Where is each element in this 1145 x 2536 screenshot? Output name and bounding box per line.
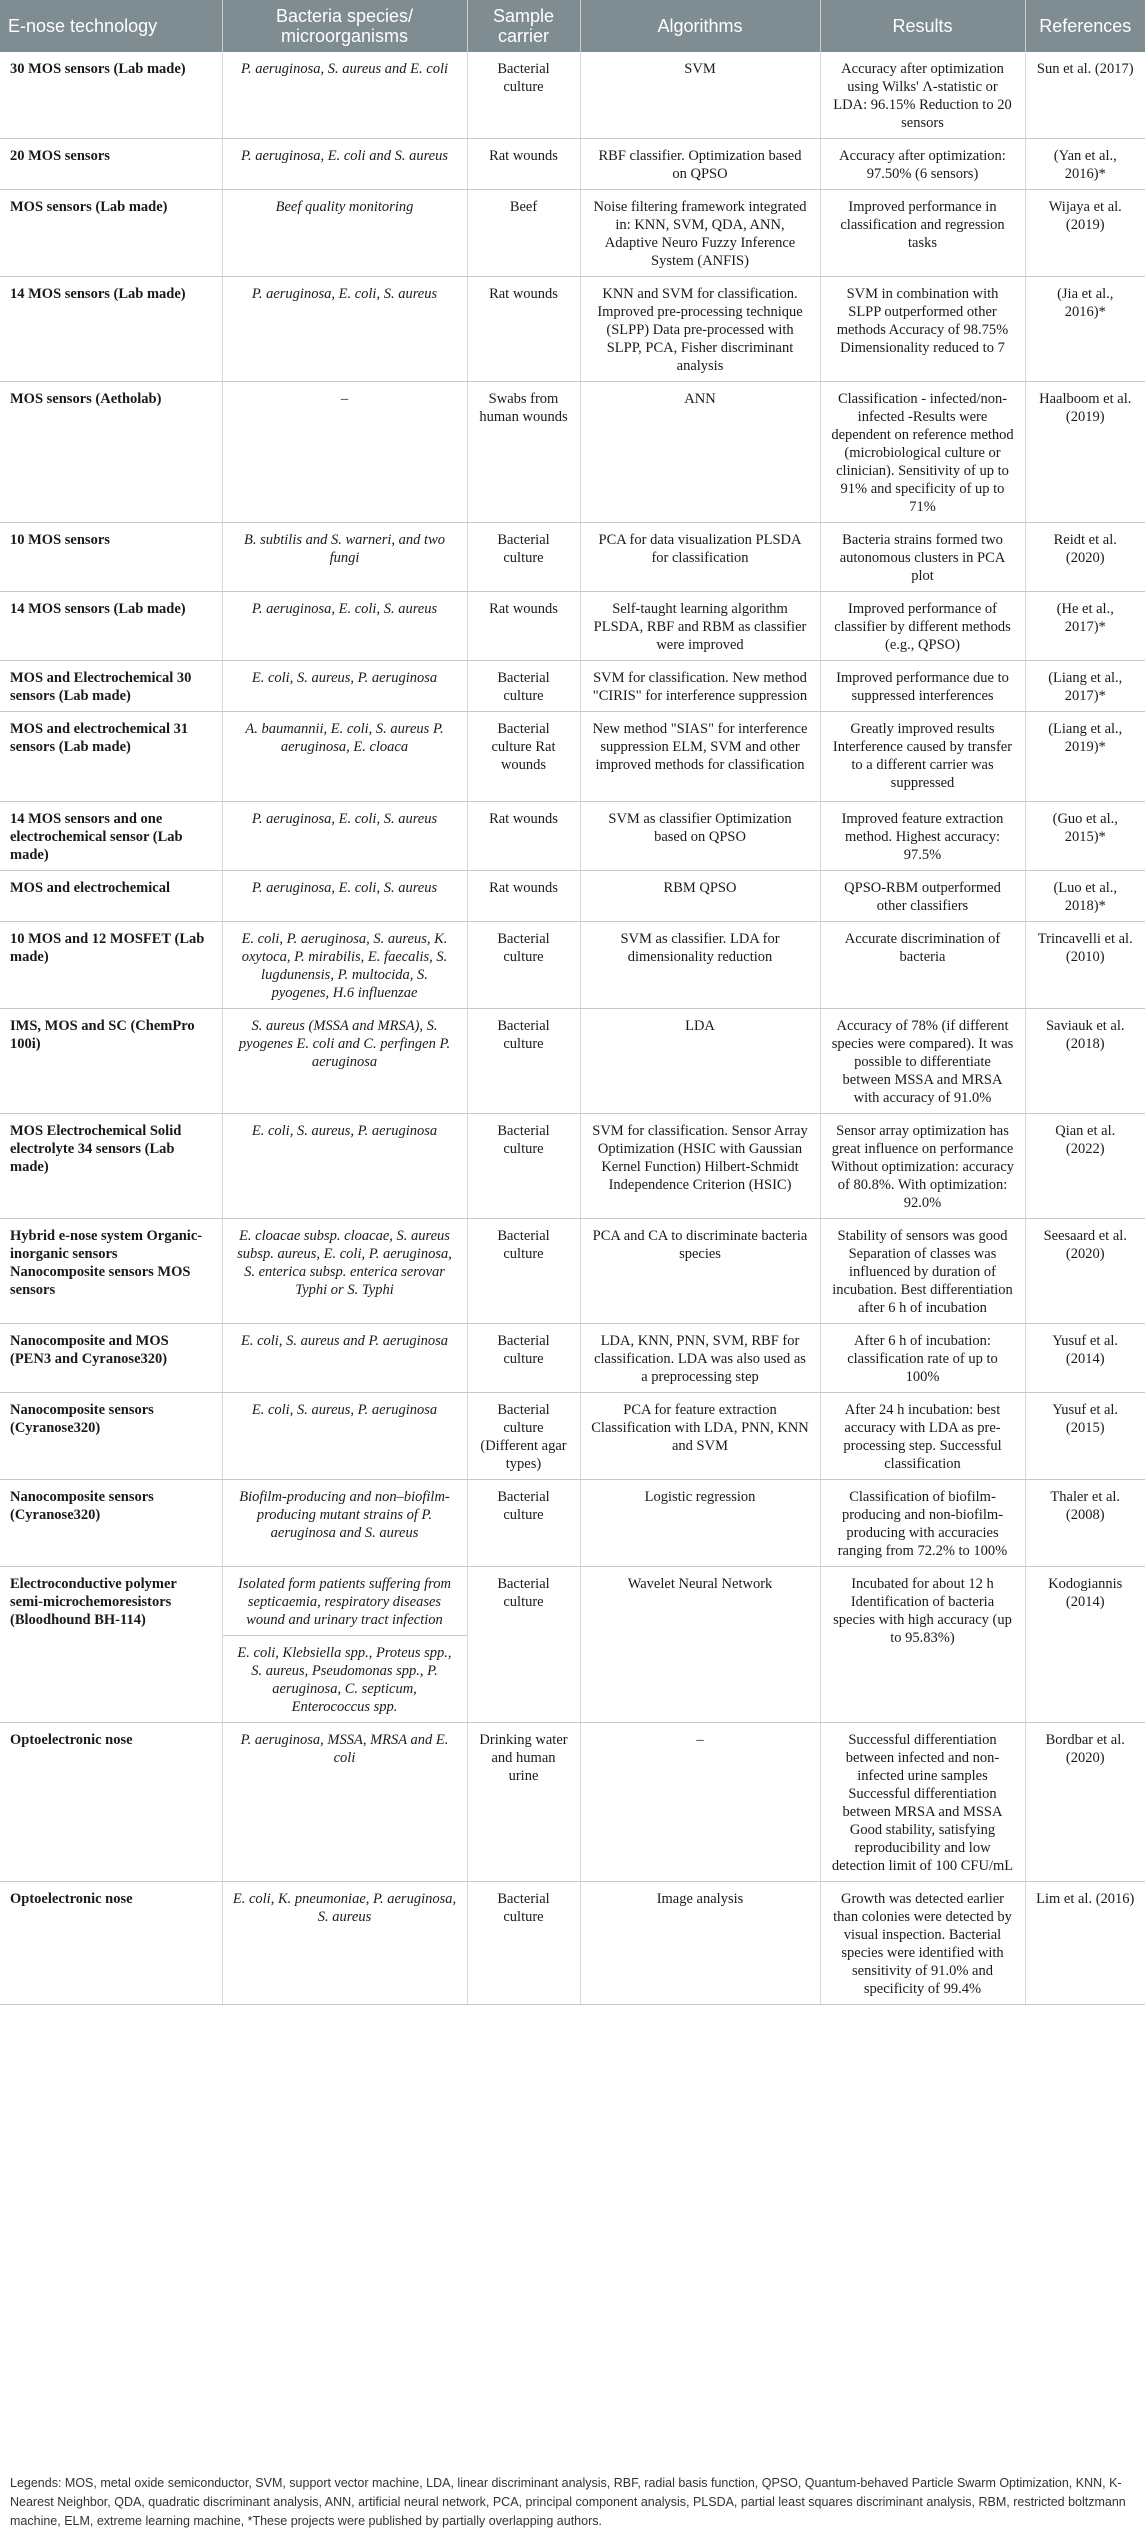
tech-cell: Nanocomposite sensors (Cyranose320) [0,1480,222,1567]
tech-cell: 14 MOS sensors (Lab made) [0,277,222,382]
reference-cell: Haalboom et al. (2019) [1025,382,1145,523]
reference-cell: Yusuf et al. (2014) [1025,1324,1145,1393]
reference-cell: (Yan et al., 2016)* [1025,139,1145,190]
tech-cell: Optoelectronic nose [0,1882,222,2005]
reference-cell: Yusuf et al. (2015) [1025,1393,1145,1480]
reference-cell: (Liang et al., 2019)* [1025,712,1145,802]
bacteria-cell: P. aeruginosa, E. coli, S. aureus [222,277,467,382]
results-cell: Sensor array optimization has great influence on performance Without optimization: accuracy of 80.8%. With optimization: 92.0% [820,1114,1025,1219]
table-row [0,52,1145,139]
table-row [0,1567,1145,1723]
header-references: References [1025,0,1145,52]
bacteria-cell [222,1567,467,1723]
results-cell: Improved performance in classification and regression tasks [820,190,1025,277]
table-row [0,712,1145,802]
bacteria-cell: E. cloacae subsp. cloacae, S. aureus subsp. aureus, E. coli, P. aeruginosa, S. enterica subsp. enterica serovar Typhi or S. Typhi [222,1219,467,1324]
carrier-cell: Bacterial culture [467,1114,580,1219]
reference-cell: Trincavelli et al. (2010) [1025,922,1145,1009]
reference-cell: (Luo et al., 2018)* [1025,871,1145,922]
carrier-cell: Beef [467,190,580,277]
reference-cell: (Guo et al., 2015)* [1025,802,1145,871]
table-legend: Legends: MOS, metal oxide semiconductor, SVM, support vector machine, LDA, linear discriminant analysis, RBF, radial basis function, QPSO, Quantum-behaved Particle Swarm Optimization, KNN, K-Nearest Neighbor, QDA, quadratic discriminant analysis, ANN, artificial neural network, PCA, principal component analysis, PLSDA, partial least squares discriminant analysis, RBM, restricted boltzmann machine, ELM, extreme learning machine, *These projects were published by partially overlapping authors. [10,2476,1126,2528]
carrier-cell: Rat wounds [467,802,580,871]
results-cell: Accuracy after optimization using Wilks' Λ-statistic or LDA: 96.15% Reduction to 20 sensors [820,52,1025,139]
reference-cell: Wijaya et al. (2019) [1025,190,1145,277]
bacteria-cell: E. coli, S. aureus, P. aeruginosa [222,661,467,712]
bacteria-cell: P. aeruginosa, E. coli, S. aureus [222,871,467,922]
reference-cell: Qian et al. (2022) [1025,1114,1145,1219]
bacteria-cell: E. coli, P. aeruginosa, S. aureus, K. oxytoca, P. mirabilis, E. faecalis, S. lugdunensis, P. multocida, S. pyogenes, H.6 influenzae [222,922,467,1009]
table-header [0,0,1145,52]
results-cell: After 24 h incubation: best accuracy with LDA as pre-processing step. Successful classification [820,1393,1025,1480]
table-row [0,139,1145,190]
tech-cell: MOS and Electrochemical 30 sensors (Lab made) [0,661,222,712]
table-row [0,871,1145,922]
reference-cell: Sun et al. (2017) [1025,52,1145,139]
table-row [0,1219,1145,1324]
table-row [0,1480,1145,1567]
bacteria-subcell: Isolated form patients suffering from septicaemia, respiratory diseases wound and urinary tract infection [238,1576,451,1628]
results-cell: Greatly improved results Interference caused by transfer to a different carrier was suppressed [820,712,1025,802]
table-row [0,1009,1145,1114]
algorithms-cell: RBM QPSO [580,871,820,922]
results-cell: Accurate discrimination of bacteria [820,922,1025,1009]
results-cell: Stability of sensors was good Separation of classes was influenced by duration of incubation. Best differentiation after 6 h of incubation [820,1219,1025,1324]
results-cell: Accuracy after optimization: 97.50% (6 sensors) [820,139,1025,190]
tech-cell: Nanocomposite and MOS (PEN3 and Cyranose320) [0,1324,222,1393]
table-row [0,661,1145,712]
tech-cell: 10 MOS sensors [0,523,222,592]
tech-cell: MOS sensors (Lab made) [0,190,222,277]
algorithms-cell: New method "SIAS" for interference suppression ELM, SVM and other improved methods for classification [580,712,820,802]
algorithms-cell: PCA and CA to discriminate bacteria species [580,1219,820,1324]
header-row [0,0,1145,52]
tech-cell: 14 MOS sensors (Lab made) [0,592,222,661]
header-carrier: Sample carrier [467,0,580,52]
results-cell: Incubated for about 12 h Identification of bacteria species with high accuracy (up to 95.83%) [820,1567,1025,1723]
carrier-cell: Rat wounds [467,871,580,922]
carrier-cell: Swabs from human wounds [467,382,580,523]
results-cell: Improved performance due to suppressed interferences [820,661,1025,712]
tech-cell: MOS and electrochemical 31 sensors (Lab made) [0,712,222,802]
table-body [0,52,1145,2005]
algorithms-cell: SVM [580,52,820,139]
tech-cell: 14 MOS sensors and one electrochemical sensor (Lab made) [0,802,222,871]
results-cell: After 6 h of incubation: classification rate of up to 100% [820,1324,1025,1393]
table-row [0,1114,1145,1219]
table-row [0,190,1145,277]
reference-cell: (Liang et al., 2017)* [1025,661,1145,712]
tech-cell: MOS and electrochemical [0,871,222,922]
reference-cell: Reidt et al. (2020) [1025,523,1145,592]
table-row [0,592,1145,661]
bacteria-cell: P. aeruginosa, E. coli, S. aureus [222,802,467,871]
algorithms-cell: SVM for classification. New method "CIRIS" for interference suppression [580,661,820,712]
reference-cell: (Jia et al., 2016)* [1025,277,1145,382]
algorithms-cell: – [580,1723,820,1882]
reference-cell: Bordbar et al. (2020) [1025,1723,1145,1882]
carrier-cell: Bacterial culture [467,1480,580,1567]
carrier-cell: Rat wounds [467,592,580,661]
bacteria-cell: E. coli, K. pneumoniae, P. aeruginosa, S. aureus [222,1882,467,2005]
header-tech: E-nose technology [0,0,222,52]
tech-cell: Optoelectronic nose [0,1723,222,1882]
table-row [0,922,1145,1009]
carrier-cell: Rat wounds [467,139,580,190]
tech-cell: MOS sensors (Aetholab) [0,382,222,523]
algorithms-cell: SVM as classifier Optimization based on QPSO [580,802,820,871]
bacteria-cell: E. coli, S. aureus, P. aeruginosa [222,1393,467,1480]
carrier-cell: Drinking water and human urine [467,1723,580,1882]
carrier-cell: Bacterial culture [467,523,580,592]
bacteria-cell: E. coli, S. aureus, P. aeruginosa [222,1114,467,1219]
results-cell: QPSO-RBM outperformed other classifiers [820,871,1025,922]
carrier-cell: Bacterial culture [467,1882,580,2005]
carrier-cell: Bacterial culture [467,1324,580,1393]
algorithms-cell: SVM for classification. Sensor Array Optimization (HSIC with Gaussian Kernel Function) Hilbert-Schmidt Independence Criterion (HSIC) [580,1114,820,1219]
results-cell: Improved performance of classifier by different methods (e.g., QPSO) [820,592,1025,661]
tech-cell: IMS, MOS and SC (ChemPro 100i) [0,1009,222,1114]
carrier-cell: Bacterial culture (Different agar types) [467,1393,580,1480]
carrier-cell: Rat wounds [467,277,580,382]
algorithms-cell: KNN and SVM for classification. Improved pre-processing technique (SLPP) Data pre-processed with SLPP, PCA, Fisher discriminant analysis [580,277,820,382]
bacteria-cell: S. aureus (MSSA and MRSA), S. pyogenes E. coli and C. perfingen P. aeruginosa [222,1009,467,1114]
algorithms-cell: Self-taught learning algorithm PLSDA, RBF and RBM as classifier were improved [580,592,820,661]
tech-cell: 10 MOS and 12 MOSFET (Lab made) [0,922,222,1009]
algorithms-cell: SVM as classifier. LDA for dimensionality reduction [580,922,820,1009]
tech-cell: 20 MOS sensors [0,139,222,190]
reference-cell: Saviauk et al. (2018) [1025,1009,1145,1114]
bacteria-cell: P. aeruginosa, E. coli and S. aureus [222,139,467,190]
algorithms-cell: LDA [580,1009,820,1114]
carrier-cell: Bacterial culture [467,1009,580,1114]
tech-cell: MOS Electrochemical Solid electrolyte 34 sensors (Lab made) [0,1114,222,1219]
bacteria-cell: P. aeruginosa, E. coli, S. aureus [222,592,467,661]
results-cell: Classification of biofilm-producing and non-biofilm-producing with accuracies ranging from 72.2% to 100% [820,1480,1025,1567]
carrier-cell: Bacterial culture Rat wounds [467,712,580,802]
results-cell: Improved feature extraction method. Highest accuracy: 97.5% [820,802,1025,871]
bacteria-cell: P. aeruginosa, S. aureus and E. coli [222,52,467,139]
results-cell: Growth was detected earlier than colonies were detected by visual inspection. Bacterial species were identified with sensitivity of 91.0% and specificity of 99.4% [820,1882,1025,2005]
algorithms-cell: Logistic regression [580,1480,820,1567]
bacteria-cell: Biofilm-producing and non–biofilm-producing mutant strains of P. aeruginosa and S. aureus [222,1480,467,1567]
algorithms-cell: Noise filtering framework integrated in: KNN, SVM, QDA, ANN, Adaptive Neuro Fuzzy Inference System (ANFIS) [580,190,820,277]
tech-cell: Nanocomposite sensors (Cyranose320) [0,1393,222,1480]
carrier-cell: Bacterial culture [467,922,580,1009]
reference-cell: Kodogiannis (2014) [1025,1567,1145,1723]
algorithms-cell: Image analysis [580,1882,820,2005]
header-results: Results [820,0,1025,52]
tech-cell: Electroconductive polymer semi-microchemoresistors (Bloodhound BH-114) [0,1567,222,1723]
bacteria-cell: A. baumannii, E. coli, S. aureus P. aeruginosa, E. cloaca [222,712,467,802]
bacteria-cell: – [222,382,467,523]
header-bacteria: Bacteria species/ microorganisms [222,0,467,52]
results-cell: Classification - infected/non-infected -Results were dependent on reference method (microbiological culture or clinician). Sensitivity of up to 91% and specificity of up to 71% [820,382,1025,523]
bacteria-cell: E. coli, S. aureus and P. aeruginosa [222,1324,467,1393]
reference-cell: Lim et al. (2016) [1025,1882,1145,2005]
results-cell: Bacteria strains formed two autonomous clusters in PCA plot [820,523,1025,592]
carrier-cell: Bacterial culture [467,1219,580,1324]
algorithms-cell: LDA, KNN, PNN, SVM, RBF for classification. LDA was also used as a preprocessing step [580,1324,820,1393]
results-cell: Accuracy of 78% (if different species were compared). It was possible to differentiate between MSSA and MRSA with accuracy of 91.0% [820,1009,1025,1114]
bacteria-cell: Beef quality monitoring [222,190,467,277]
algorithms-cell: ANN [580,382,820,523]
reference-cell: (He et al., 2017)* [1025,592,1145,661]
carrier-cell: Bacterial culture [467,661,580,712]
table-row [0,1393,1145,1480]
reference-cell: Seesaard et al. (2020) [1025,1219,1145,1324]
tech-cell: Hybrid e-nose system Organic-inorganic sensors Nanocomposite sensors MOS sensors [0,1219,222,1324]
algorithms-cell: PCA for feature extraction Classification with LDA, PNN, KNN and SVM [580,1393,820,1480]
carrier-cell: Bacterial culture [467,1567,580,1723]
table-row [0,802,1145,871]
results-cell: Successful differentiation between infected and non-infected urine samples Successful differentiation between MRSA and MSSA Good stability, satisfying reproducibility and low detection limit of 100 CFU/mL [820,1723,1025,1882]
results-cell: SVM in combination with SLPP outperformed other methods Accuracy of 98.75% Dimensionality reduced to 7 [820,277,1025,382]
table-row [0,523,1145,592]
table-row [0,382,1145,523]
table-row [0,1324,1145,1393]
reference-cell: Thaler et al. (2008) [1025,1480,1145,1567]
bacteria-subcell: E. coli, Klebsiella spp., Proteus spp., S. aureus, Pseudomonas spp., P. aeruginosa, C. septicum, Enterococcus spp. [223,1635,467,1722]
table-row [0,1882,1145,2005]
tech-cell: 30 MOS sensors (Lab made) [0,52,222,139]
header-algorithms: Algorithms [580,0,820,52]
table-row [0,1723,1145,1882]
algorithms-cell: RBF classifier. Optimization based on QPSO [580,139,820,190]
algorithms-cell: PCA for data visualization PLSDA for classification [580,523,820,592]
algorithms-cell: Wavelet Neural Network [580,1567,820,1723]
bacteria-cell: B. subtilis and S. warneri, and two fungi [222,523,467,592]
bacteria-cell: P. aeruginosa, MSSA, MRSA and E. coli [222,1723,467,1882]
table-row [0,277,1145,382]
carrier-cell: Bacterial culture [467,52,580,139]
